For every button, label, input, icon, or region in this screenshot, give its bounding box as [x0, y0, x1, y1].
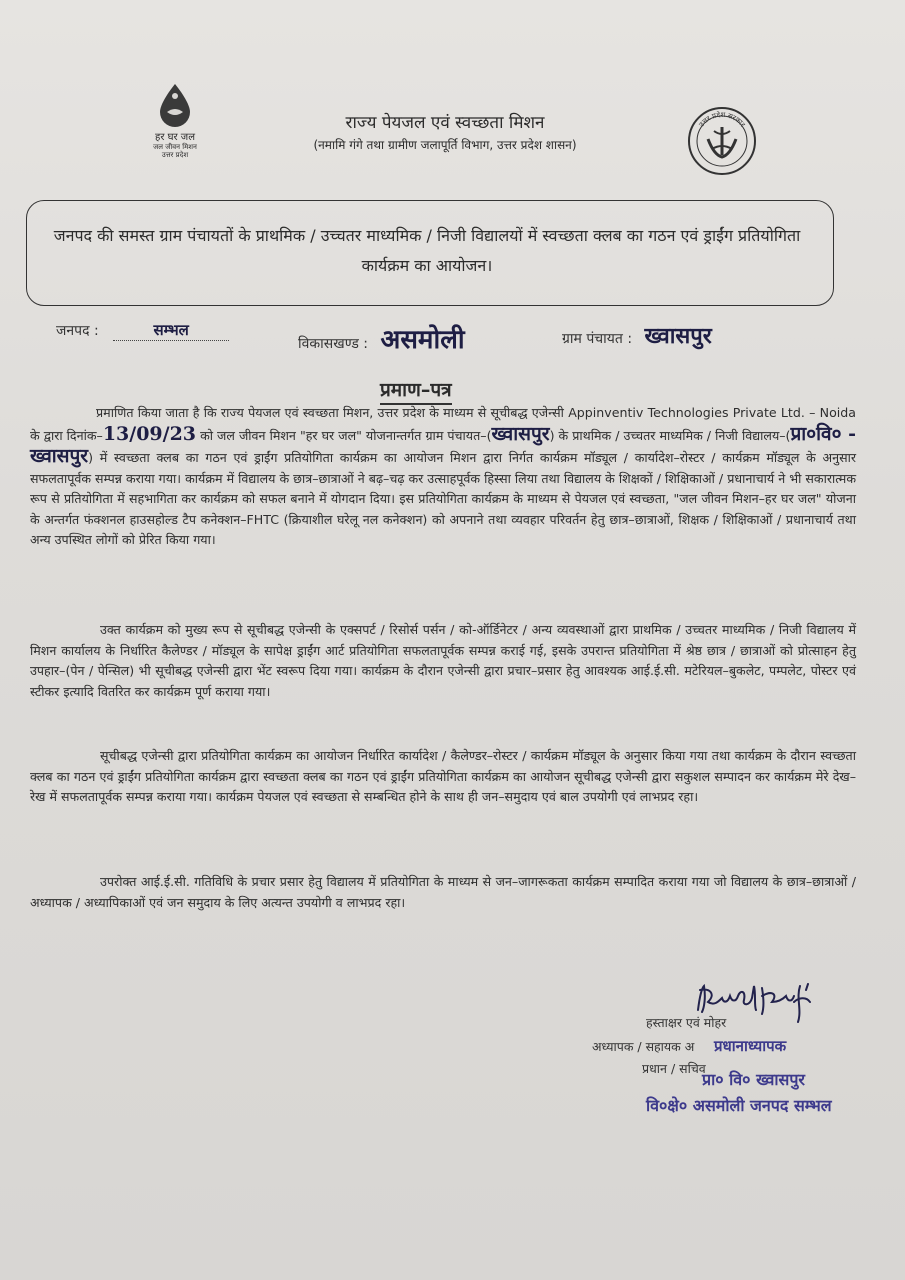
- para1-school: प्रा०वि० - ख्वासपुर: [30, 422, 856, 467]
- emblem-icon: [686, 105, 758, 177]
- paragraph-2: उक्त कार्यक्रम को मुख्य रूप से सूचीबद्ध एजेन्सी के एक्सपर्ट / रिसोर्स पर्सन / को-ऑर्डिनेटर / अन्य व्यवस्थाओं द्वारा प्राथमिक / उच्चतर माध्यमिक / निजी विद्यालय में मिशन कार्यालय के निर्धारित कैलेण्डर / मॉड्यूल के सापेक्ष ड्राईंग आर्ट प्रतियोगिता सफलतापूर्वक सम्पन्न कराई गई, इसके उपरान्त प्रतियोगिता में श्रेष्ठ छात्र / छात्राओं को प्रोत्साहन हेतु उपहार–(पेन / पेन्सिल) भी सूचीबद्ध एजेन्सी द्वारा भेंट स्वरूप दिया गया। कार्यक्रम के दौरान एजेन्सी द्वारा प्रचार–प्रसार हेतु आवश्यक आई.ई.सी. मटेरियल–बुकलेट, पम्पलेट, पोस्टर एवं स्टीकर इत्यादि वितरित कर कार्यक्रम पूर्ण कराया गया।: [30, 622, 856, 699]
- signature-label: हस्ताक्षर एवं मोहर: [646, 1015, 727, 1030]
- block-value: असमोली: [380, 325, 465, 355]
- water-drop-icon: [155, 82, 195, 130]
- para1-text-3: ) के प्राथमिक / उच्चतर माध्यमिक / निजी विद्यालय–(: [549, 427, 791, 443]
- har-ghar-jal-logo: [130, 82, 220, 159]
- emblem-text: उत्तर प्रदेश सरकार: [697, 110, 747, 129]
- certificate-title: प्रमाण–पत्र: [380, 376, 452, 405]
- logo-left-line1: हर घर जल: [155, 132, 195, 143]
- para1-text-1: प्रमाणित किया जाता है कि राज्य पेयजल एवं स्वच्छता मिशन, उत्तर प्रदेश के माध्यम से सूचीबद्ध एजेन्सी Appinventiv Technologies Private Ltd. – Noida के द्वारा दिनांक–: [30, 405, 856, 443]
- designation-line-2: प्रधान / सचिव: [642, 1061, 706, 1076]
- logo-left-line3: उत्तर प्रदेश: [161, 151, 189, 159]
- stamp-line-1: प्रधानाध्यापक: [714, 1037, 787, 1055]
- gp-label: ग्राम पंचायत :: [562, 331, 633, 347]
- paragraph-4: उपरोक्त आई.ई.सी. गतिविधि के प्रचार प्रसार हेतु विद्यालय में प्रतियोगिता के माध्यम से जन–जागरूकता कार्यक्रम सम्पादित कराया गया जो विद्यालय के छात्र–छात्राओं / अध्यापक / अध्यापिकाओं एवं जन समुदाय के लिए अत्यन्त उपयोगी व लाभप्रद रहा।: [30, 874, 856, 910]
- up-govt-emblem: [686, 105, 758, 181]
- stamp-line-3: वि०क्षे० असमोली जनपद सम्भल: [646, 1096, 832, 1115]
- para1-gp: ख्वासपुर: [491, 422, 550, 445]
- gp-value: ख्वासपुर: [644, 323, 712, 349]
- block-label: विकासखण्ड :: [298, 336, 369, 352]
- gp-field: [562, 320, 712, 350]
- designation-line-1: अध्यापक / सहायक अ: [592, 1039, 695, 1054]
- district-label: जनपद :: [56, 323, 99, 339]
- para1-text-2: को जल जीवन मिशन "हर घर जल" योजनान्तर्गत ग्राम पंचायत–(: [200, 427, 492, 443]
- paragraph-3: सूचीबद्ध एजेन्सी द्वारा प्रतियोगिता कार्यक्रम का आयोजन निर्धारित कार्यादेश / कैलेण्डर–रोस्टर / कार्यक्रम मॉड्यूल के अनुसार किया गया तथा कार्यक्रम के दौरान स्वच्छता क्लब का गठन एवं ड्राईंग प्रतियोगिता कार्यक्रम द्वारा स्वच्छता क्लब का गठन एवं ड्राईंग प्रतियोगिता कार्यक्रम का आयोजन सूचीबद्ध एजेन्सी द्वारा सकुशल सम्पादन कर कार्यक्रम मेरे देख–रेख में सफलतापूर्वक सम्पन्न कराया गया। कार्यक्रम पेयजल एवं स्वच्छता से सम्बन्धित होने के साथ ही जन–समुदाय एवं बाल उपयोगी एवं लाभप्रद रहा।: [30, 748, 856, 804]
- paragraph-1: [30, 403, 856, 551]
- logo-left-line2: जल जीवन मिशन: [153, 143, 197, 151]
- subject-box: [26, 200, 834, 306]
- district-value: सम्भल: [153, 321, 189, 339]
- header-title: राज्य पेयजल एवं स्वच्छता मिशन: [345, 113, 545, 133]
- header-subtitle: (नमामि गंगे तथा ग्रामीण जलापूर्ति विभाग, उत्तर प्रदेश शासन): [313, 138, 577, 152]
- stamp-line-2: प्रा० वि० ख्वासपुर: [702, 1070, 805, 1089]
- district-field: [56, 320, 229, 341]
- district-value-line: [113, 320, 229, 341]
- block-field: [298, 320, 465, 356]
- para1-text-4: ) में स्वच्छता क्लब का गठन एवं ड्राईंग प्रतियोगिता कार्यक्रम का आयोजन मिशन द्वारा निर्गत कार्यक्रम मॉड्यूल / कार्यादेश–रोस्टर / कार्यक्रम मॉड्यूल के अनुसार सफलतापूर्वक सम्पन्न कराया गया। कार्यक्रम में विद्यालय के छात्र–छात्राओं ने बढ़–चढ़ कर उत्साहपूर्वक हिस्सा लिया तथा विद्यालय के शिक्षकों / शिक्षिकाओं / प्रधानाचार्य ने भी सकारात्मक रूप से प्रतियोगिता में सहभागिता कर कार्यक्रम को सफल बनाने में योगदान दिया। इस प्रतियोगिता कार्यक्रम के माध्यम से पेयजल एवं स्वच्छता, "जल जीवन मिशन–हर घर जल" योजना के अन्तर्गत फंक्शनल हाउसहोल्ड टैप कनेक्शन–FHTC (क्रियाशील घरेलू नल कनेक्शन) को अपनाने तथा व्यवहार परिवर्तन हेतु छात्र–छात्राओं, शिक्षक / शिक्षिकाओं / प्रधानाचार्य तथा अन्य उपस्थित लोगों को प्रेरित किया गया।: [30, 450, 856, 547]
- subject-text: जनपद की समस्त ग्राम पंचायतों के प्राथमिक / उच्चतर माध्यमिक / निजी विद्यालयों में स्वच्छता क्लब का गठन एवं ड्राईंग प्रतियोगिता कार्यक्रम का आयोजन।: [53, 226, 801, 275]
- para1-date: 13/09/23: [102, 422, 197, 445]
